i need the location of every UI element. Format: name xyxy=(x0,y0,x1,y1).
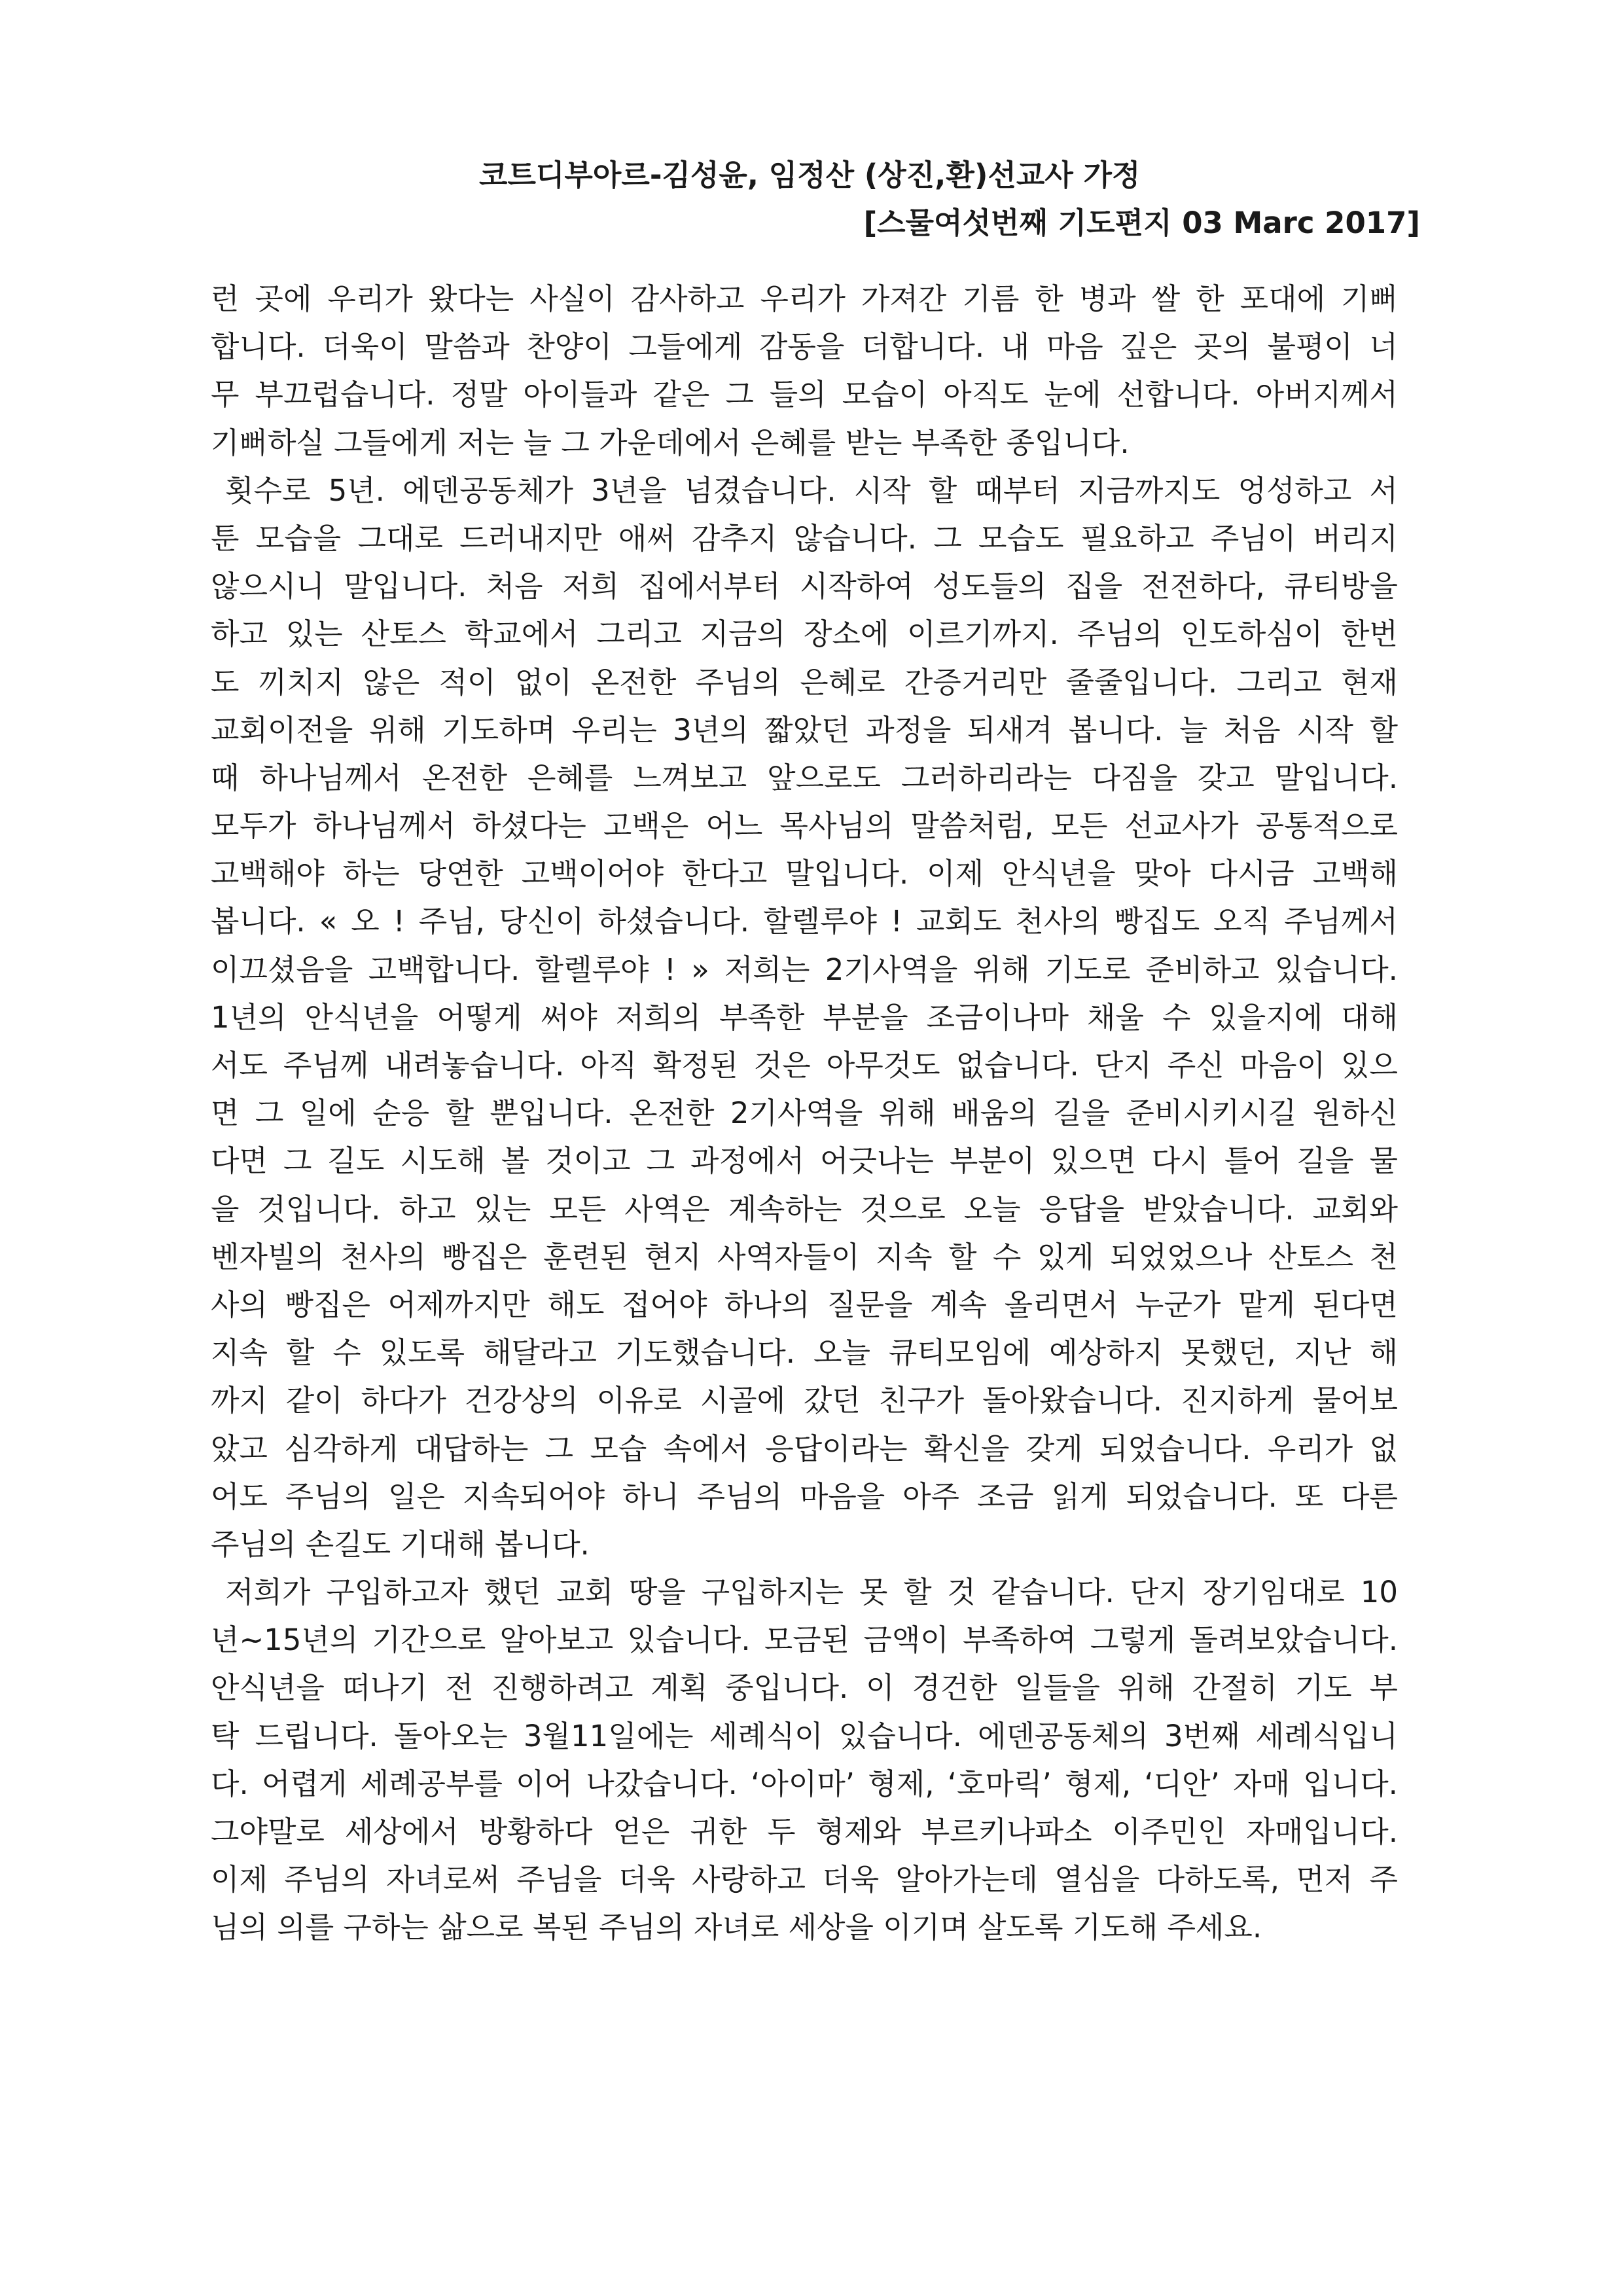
text-line: 고백해야 하는 당연한 고백이어야 한다고 말입니다. 이제 안식년을 맞아 다시금 고백해 xyxy=(211,856,1398,891)
text-line: 런 곳에 우리가 왔다는 사실이 감사하고 우리가 가져간 기름 한 병과 쌀 한 포대에 기뻐 xyxy=(211,281,1398,316)
text-line: 때 하나님께서 온전한 은혜를 느껴보고 앞으로도 그러하리라는 다짐을 갖고 말입니다. xyxy=(211,760,1398,795)
text-line: 서도 주님께 내려놓습니다. 아직 확정된 것은 아무것도 없습니다. 단지 주신 마음이 있으 xyxy=(211,1048,1398,1083)
text-line: 교회이전을 위해 기도하며 우리는 3년의 짧았던 과정을 되새겨 봅니다. 늘 처음 시작 할 xyxy=(211,712,1398,747)
text-line: 하고 있는 산토스 학교에서 그리고 지금의 장소에 이르기까지. 주님의 인도하심이 한번 xyxy=(211,617,1398,652)
text-line: 지속 할 수 있도록 해달라고 기도했습니다. 오늘 큐티모임에 예상하지 못했던, 지난 해 xyxy=(211,1335,1398,1371)
text-line: 어도 주님의 일은 지속되어야 하니 주님의 마음을 아주 조금 읽게 되었습니다. 또 다른 xyxy=(211,1479,1398,1514)
text-line: 않으시니 말입니다. 처음 저희 집에서부터 시작하여 성도들의 집을 전전하다, 큐티방을 xyxy=(211,569,1398,604)
paragraph-1 xyxy=(211,275,1398,467)
text-line: 저희가 구입하고자 했던 교회 땅을 구입하지는 못 할 것 같습니다. 단지 장기임대로 10 xyxy=(225,1575,1398,1610)
text-line: 주님의 손길도 기대해 봅니다. xyxy=(211,1526,590,1562)
text-line: 을 것입니다. 하고 있는 모든 사역은 계속하는 것으로 오늘 응답을 받았습니다. 교회와 xyxy=(211,1191,1398,1227)
text-line: 안식년을 떠나기 전 진행하려고 계획 중입니다. 이 경건한 일들을 위해 간절히 기도 부 xyxy=(211,1670,1398,1706)
text-line: 았고 심각하게 대답하는 그 모습 속에서 응답이라는 확신을 갖게 되었습니다. 우리가 없 xyxy=(211,1431,1398,1466)
text-line: 툰 모습을 그대로 드러내지만 애써 감추지 않습니다. 그 모습도 필요하고 주님이 버리지 xyxy=(211,520,1398,556)
text-line: 벤자빌의 천사의 빵집은 훈련된 현지 사역자들이 지속 할 수 있게 되었었으나 산토스 천 xyxy=(211,1239,1398,1274)
paragraph-2 xyxy=(211,467,1398,1568)
text-line: 사의 빵집은 어제까지만 해도 접어야 하나의 질문을 계속 올리면서 누군가 맡게 된다면 xyxy=(211,1287,1398,1322)
paragraph-3 xyxy=(211,1568,1398,1952)
text-line: 다. 어렵게 세례공부를 이어 나갔습니다. ‘아이마’ 형제, ‘호마릭’ 형제, ‘디안’ 자매 입니다. xyxy=(211,1766,1398,1801)
text-line: 다면 그 길도 시도해 볼 것이고 그 과정에서 어긋나는 부분이 있으면 다시 틀어 길을 물 xyxy=(211,1143,1398,1179)
text-line: 무 부끄럽습니다. 정말 아이들과 같은 그 들의 모습이 아직도 눈에 선합니다. 아버지께서 xyxy=(211,377,1398,412)
text-line: 기뻐하실 그들에게 저는 늘 그 가운데에서 은혜를 받는 부족한 종입니다. xyxy=(211,425,1130,460)
text-line: 1년의 안식년을 어떻게 써야 저희의 부족한 부분을 조금이나마 채울 수 있을지에 대해 xyxy=(211,999,1398,1035)
text-line: 까지 같이 하다가 건강상의 이유로 시골에 갔던 친구가 돌아왔습니다. 진지하게 물어보 xyxy=(211,1383,1398,1418)
letter-title: 코트디부아르-김성윤, 임정산 (상진,환)선교사 가정 xyxy=(479,158,1141,192)
text-line: 봅니다. « 오 ! 주님, 당신이 하셨습니다. 할렐루야 ! 교회도 천사의 빵집도 오직 주님께서 xyxy=(211,904,1398,939)
text-line: 횟수로 5년. 에덴공동체가 3년을 넘겼습니다. 시작 할 때부터 지금까지도 엉성하고 서 xyxy=(225,473,1398,508)
text-line: 이제 주님의 자녀로써 주님을 더욱 사랑하고 더욱 알아가는데 열심을 다하도록, 먼저 주 xyxy=(211,1862,1398,1897)
letter-body xyxy=(211,275,1398,1952)
text-line: 년~15년의 기간으로 알아보고 있습니다. 모금된 금액이 부족하여 그렇게 돌려보았습니다. xyxy=(211,1623,1398,1658)
text-line: 그야말로 세상에서 방황하다 얻은 귀한 두 형제와 부르키나파소 이주민인 자매입니다. xyxy=(211,1814,1398,1849)
text-line: 이끄셨음을 고백합니다. 할렐루야 ! » 저희는 2기사역을 위해 기도로 준비하고 있습니다. xyxy=(211,952,1398,987)
text-line: 모두가 하나님께서 하셨다는 고백은 어느 목사님의 말씀처럼, 모든 선교사가 공통적으로 xyxy=(211,808,1398,844)
text-line: 면 그 일에 순응 할 뿐입니다. 온전한 2기사역을 위해 배움의 길을 준비시키시길 원하신 xyxy=(211,1096,1398,1131)
letter-subtitle: [스물여섯번째 기도편지 03 Marc 2017] xyxy=(863,206,1420,240)
text-line: 합니다. 더욱이 말씀과 찬양이 그들에게 감동을 더합니다. 내 마음 깊은 곳의 불평이 너 xyxy=(211,329,1398,365)
text-line: 도 끼치지 않은 적이 없이 온전한 주님의 은혜로 간증거리만 줄줄입니다. 그리고 현재 xyxy=(211,664,1398,700)
text-line: 님의 의를 구하는 삶으로 복된 주님의 자녀로 세상을 이기며 살도록 기도해 주세요. xyxy=(211,1910,1262,1945)
text-line: 탁 드립니다. 돌아오는 3월11일에는 세례식이 있습니다. 에덴공동체의 3번째 세례식입니 xyxy=(211,1718,1398,1753)
